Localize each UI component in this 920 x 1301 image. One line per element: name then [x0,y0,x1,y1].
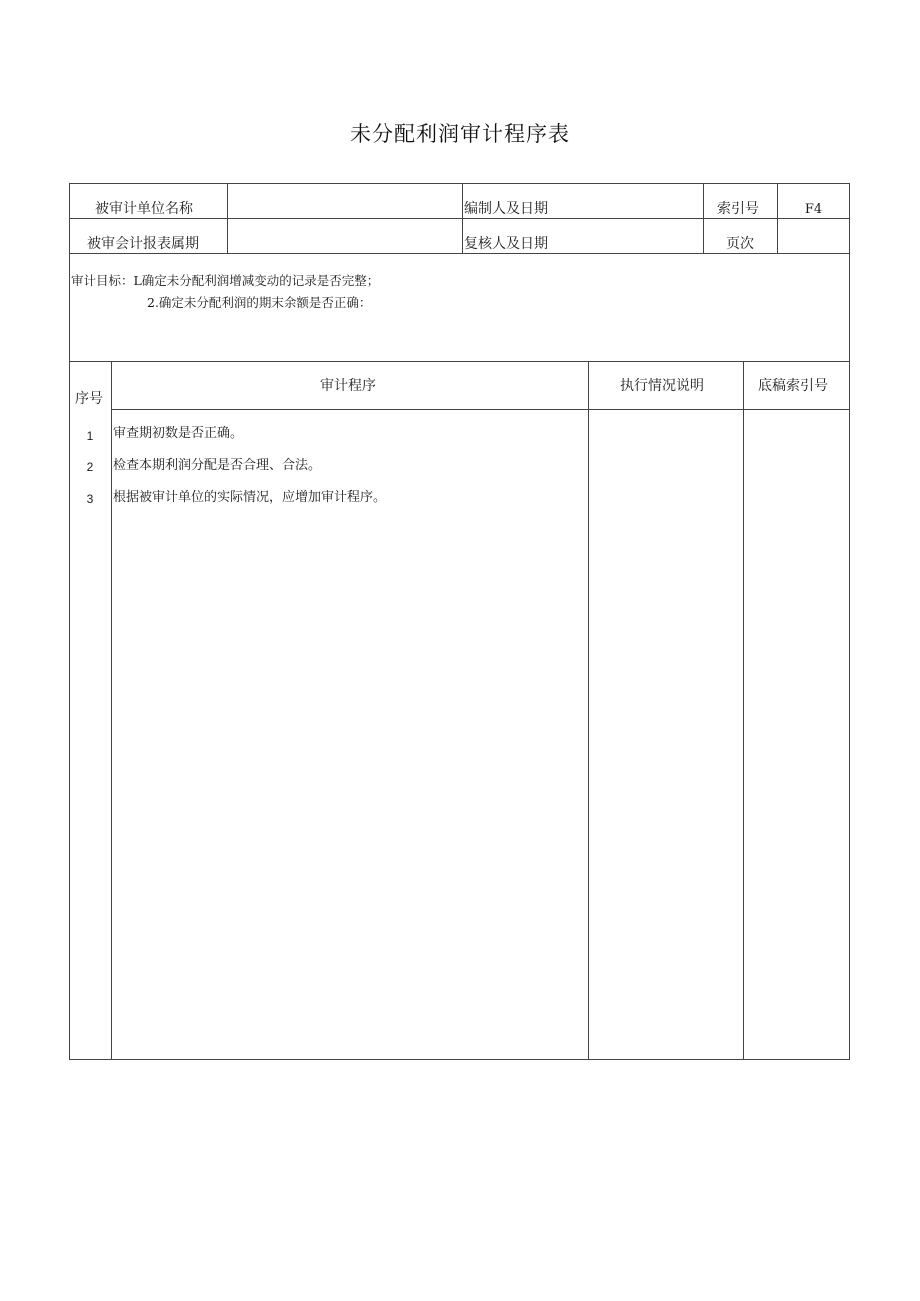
column-divider [462,183,463,253]
reviewer-date-field[interactable] [560,236,700,252]
column-divider [743,361,744,1060]
page-number-label: 页次 [726,236,754,252]
report-period-field[interactable] [232,236,458,252]
row-divider [69,253,850,254]
row-seq-3: 3 [86,492,94,506]
column-divider [227,183,228,253]
column-header-execution: 执行情况说明 [620,378,704,394]
report-period-label: 被审会计报表属期 [87,236,199,252]
audit-form-table [69,183,850,1060]
index-number-label: 索引号 [717,201,759,217]
column-divider [777,183,778,253]
audited-unit-field[interactable] [232,201,458,217]
column-divider [588,361,589,1060]
procedure-step-2: 检查本期利润分配是否合理、合法。 [113,458,322,473]
row-divider [69,361,850,362]
row-seq-2: 2 [86,460,94,474]
index-number-value[interactable]: F4 [804,202,823,217]
preparer-date-label: 编制人及日期 [464,201,548,217]
column-divider [703,183,704,253]
audit-objective-line-1: 审计目标：L确定未分配利润增减变动的记录是否完整； [71,273,380,288]
row-divider [111,409,850,410]
column-header-procedure: 审计程序 [320,378,376,394]
page-title: 未分配利润审计程序表 [350,122,570,146]
audit-objective-line-2: 2.确定未分配利润的期末余额是否正确： [147,295,372,310]
row-seq-1: 1 [86,429,94,443]
preparer-date-field[interactable] [560,201,700,217]
procedure-step-3: 根据被审计单位的实际情况，应增加审计程序。 [113,490,387,505]
procedure-step-1: 审查期初数是否正确。 [113,426,244,441]
column-header-workpaper-index: 底稿索引号 [758,378,828,394]
audited-unit-label: 被审计单位名称 [95,201,193,217]
page-number-field[interactable] [780,236,848,252]
column-header-seq: 序号 [75,391,103,407]
reviewer-date-label: 复核人及日期 [464,236,548,252]
column-divider [111,361,112,1060]
row-divider [69,218,850,219]
